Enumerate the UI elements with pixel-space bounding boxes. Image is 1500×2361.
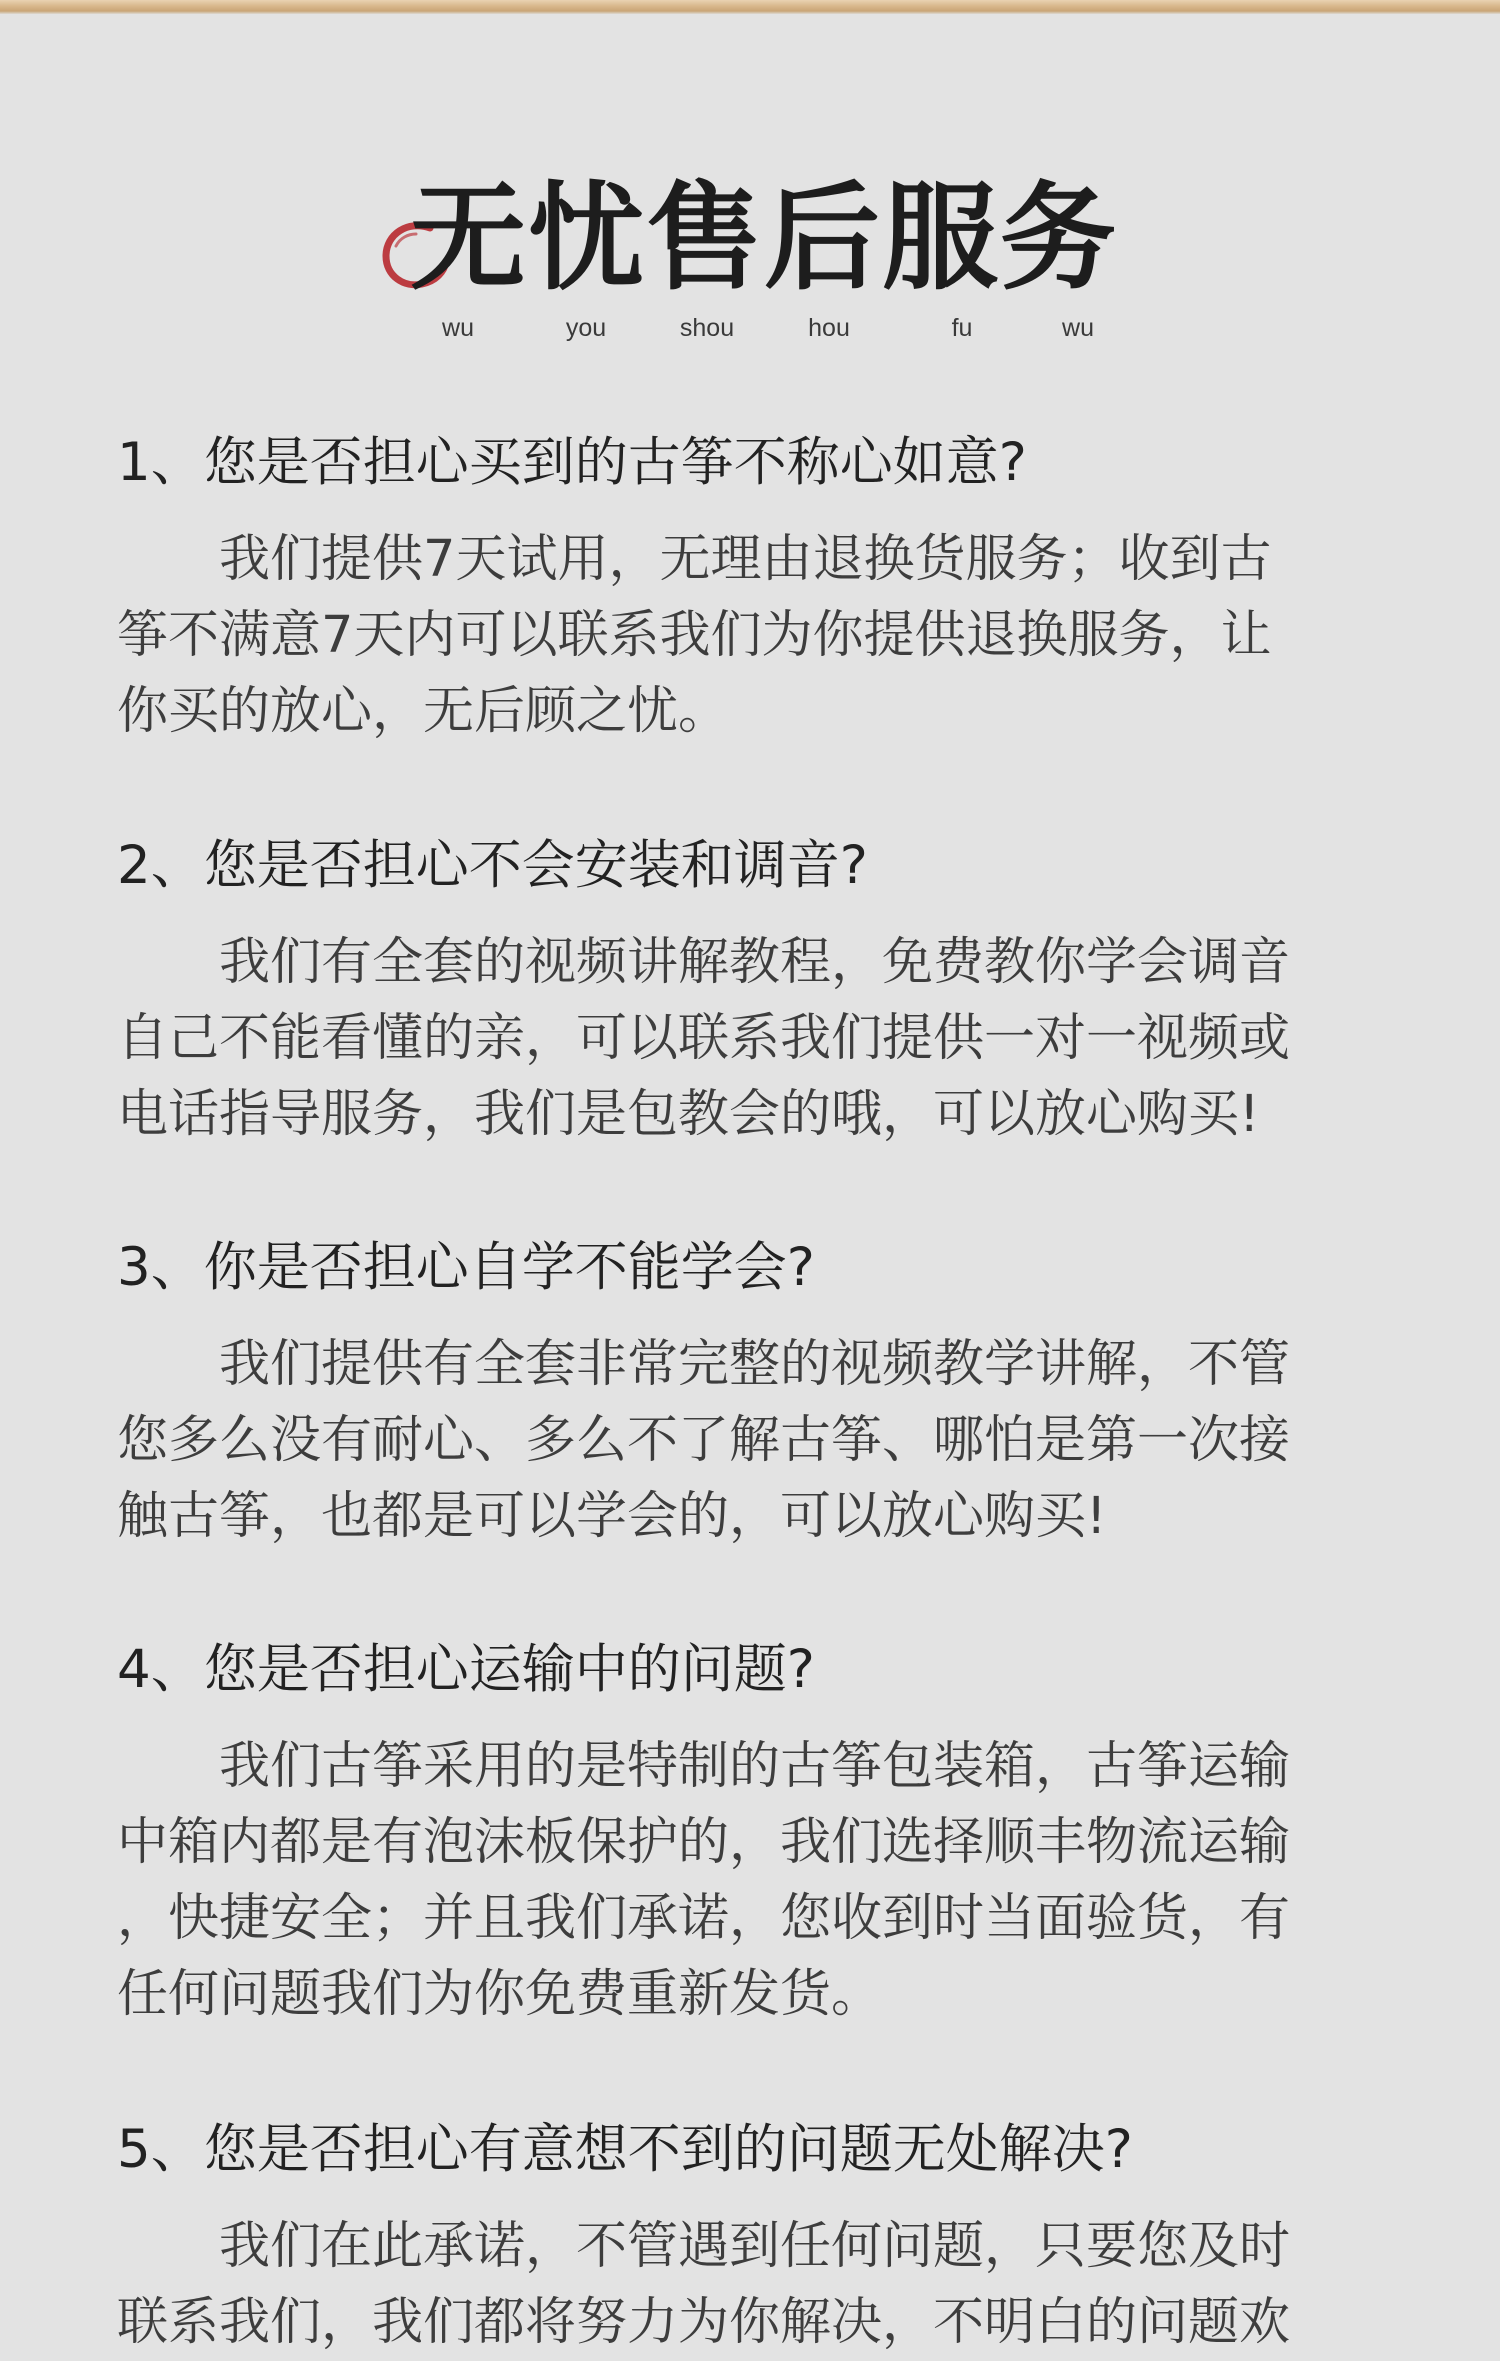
pinyin-label: shou [679, 314, 735, 342]
faq-question: 4、您是否担心运输中的问题? [117, 1639, 815, 1700]
answer-line: 你买的放心，无后顾之忧。 [117, 682, 730, 741]
answer-line: 电话指导服务，我们是包教会的哦，可以放心购买! [117, 1085, 1260, 1144]
faq-answer [117, 1327, 1290, 1555]
answer-line: 我们有全套的视频讲解教程，免费教你学会调音 [219, 933, 1291, 992]
faq-question: 5、您是否担心有意想不到的问题无处解决? [117, 2119, 1133, 2180]
pinyin-label: you [565, 314, 607, 342]
answer-line: 我们在此承诺，不管遇到任何问题，只要您及时 [219, 2217, 1291, 2276]
faq-question: 1、您是否担心买到的古筝不称心如意? [117, 432, 1027, 493]
answer-line: 触古筝，也都是可以学会的，可以放心购买! [117, 1487, 1107, 1546]
answer-line: ，快捷安全；并且我们承诺，您收到时当面验货，有 [117, 1889, 1291, 1948]
faq-answer [117, 2209, 1290, 2361]
answer-line: 筝不满意7天内可以联系我们为你提供退换服务，让 [117, 606, 1272, 665]
faq-answer [117, 522, 1271, 750]
answer-line: 我们古筝采用的是特制的古筝包装箱，古筝运输 [219, 1737, 1291, 1796]
top-border-strip [0, 0, 1500, 14]
faq-question: 2、您是否担心不会安装和调音? [117, 835, 868, 896]
answer-line: 联系我们，我们都将努力为你解决，不明白的问题欢 [117, 2293, 1291, 2352]
faq-answer [117, 925, 1290, 1153]
answer-line: 中箱内都是有泡沫板保护的，我们选择顺丰物流运输 [117, 1813, 1291, 1872]
faq-item [117, 828, 1290, 1153]
page-header [0, 168, 1500, 368]
answer-line: 任何问题我们为你免费重新发货。 [117, 1965, 883, 2024]
faq-item [117, 1632, 1290, 2033]
faq-question: 3、你是否担心自学不能学会? [117, 1237, 815, 1298]
answer-line: 我们提供7天试用，无理由退换货服务；收到古 [219, 530, 1272, 589]
faq-item [117, 1230, 1290, 1555]
faq-answer [117, 1729, 1290, 2033]
answer-line: 您多么没有耐心、多么不了解古筝、哪怕是第一次接 [117, 1411, 1291, 1470]
faq-item [117, 425, 1271, 750]
pinyin-label: hou [808, 314, 850, 342]
pinyin-label: wu [442, 314, 474, 342]
page-title: 无忧售后服务 [410, 170, 1118, 306]
pinyin-label: fu [951, 314, 973, 342]
answer-line: 自己不能看懂的亲，可以联系我们提供一对一视频或 [117, 1009, 1291, 1068]
faq-item [117, 2112, 1290, 2361]
pinyin-label: wu [1062, 314, 1094, 342]
answer-line: 我们提供有全套非常完整的视频教学讲解，不管 [219, 1335, 1291, 1394]
